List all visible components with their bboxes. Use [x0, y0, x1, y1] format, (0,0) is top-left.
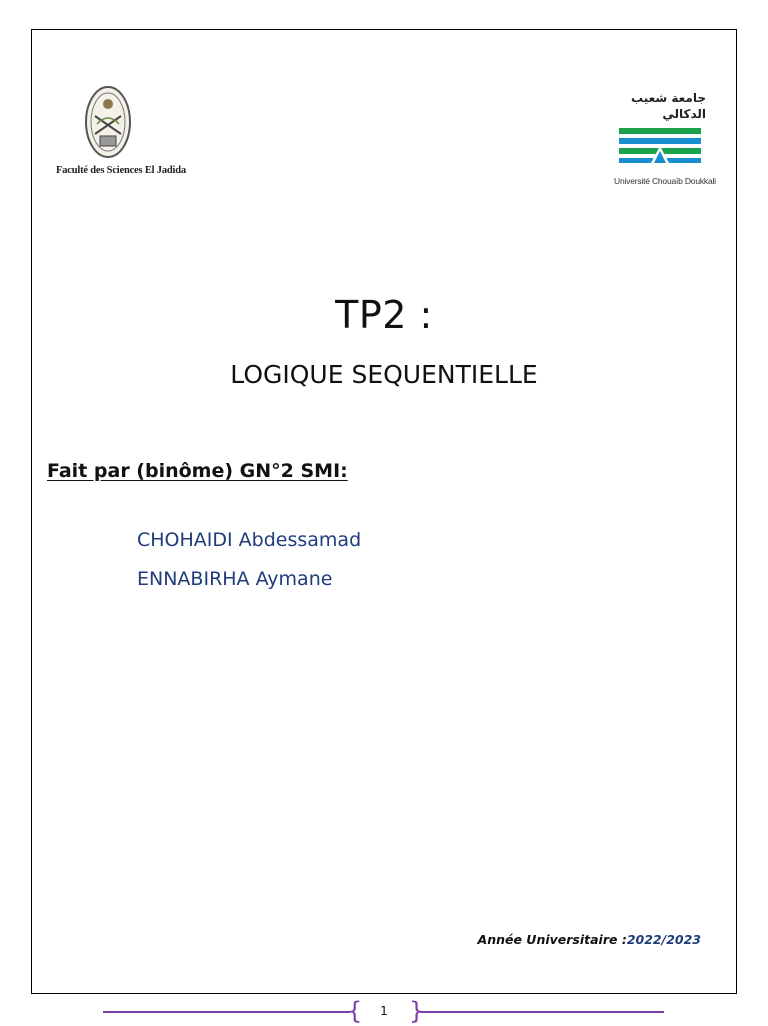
footer-bracket-left-icon: { — [347, 997, 363, 1025]
university-arabic-name: جامعة شعيب الدكالي — [631, 91, 706, 121]
faculty-seal-icon — [83, 84, 133, 162]
made-by-heading: Fait par (binôme) GN°2 SMI: — [47, 460, 348, 482]
university-logo-icon — [617, 124, 703, 174]
page-number: 1 — [380, 1004, 388, 1018]
document-subtitle: LOGIQUE SEQUENTIELLE — [230, 360, 538, 389]
footer-bracket-right-icon: } — [409, 997, 425, 1025]
university-name: Université Chouaïb Doukkali — [614, 176, 716, 186]
university-logo — [614, 90, 716, 186]
academic-year-label: Année Universitaire : — [477, 932, 627, 947]
academic-year-value: 2022/2023 — [626, 932, 701, 947]
academic-year — [478, 932, 701, 947]
faculty-logo — [56, 84, 186, 184]
document-title: TP2 : — [335, 293, 433, 337]
member-name: CHOHAIDI Abdessamad — [137, 529, 362, 551]
faculty-name: Faculté des Sciences El Jadida — [56, 165, 186, 176]
member-name: ENNABIRHA Aymane — [137, 568, 333, 590]
